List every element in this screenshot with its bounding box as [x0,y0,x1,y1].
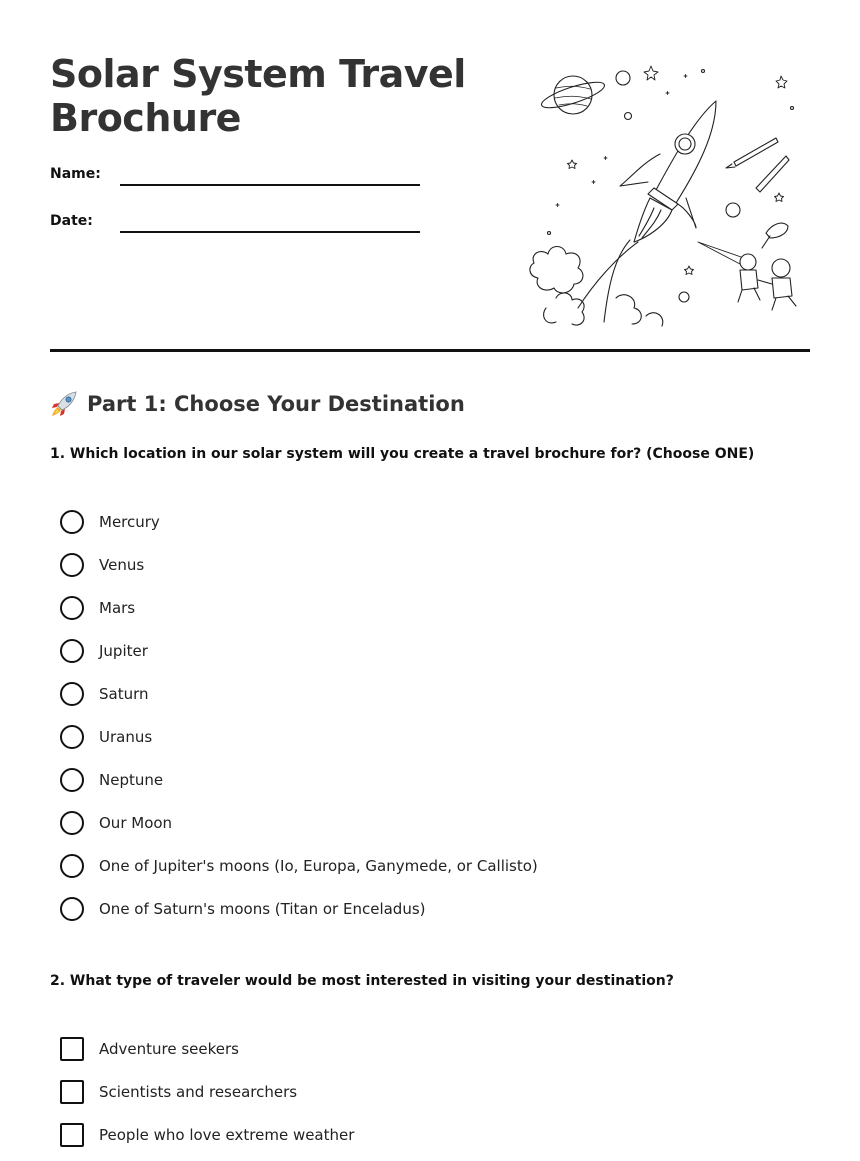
option-label: Uranus [99,727,153,746]
rocket-icon [50,390,78,418]
radio-button[interactable] [60,854,84,878]
radio-button[interactable] [60,510,84,534]
date-field[interactable] [50,213,420,243]
space-illustration [526,58,806,333]
option-label: One of Saturn's moons (Titan or Enceladus) [99,899,426,918]
header-divider [50,349,810,352]
date-label: Date: [50,213,93,229]
radio-button[interactable] [60,897,84,921]
checkbox[interactable] [60,1037,84,1061]
radio-button[interactable] [60,596,84,620]
radio-button[interactable] [60,639,84,663]
traveler-option[interactable] [60,1113,354,1156]
ringed-planet-icon [539,76,607,114]
destination-option[interactable] [60,844,538,887]
name-field[interactable] [50,166,420,196]
section-title [50,390,465,418]
destination-option[interactable] [60,801,538,844]
page-title: Solar System Travel Brochure [50,52,466,140]
destination-option[interactable] [60,758,538,801]
name-input-line[interactable] [120,184,420,186]
option-label: Adventure seekers [99,1039,239,1058]
rocket-ship-icon [578,101,716,322]
option-label: People who love extreme weather [99,1125,355,1144]
checkbox[interactable] [60,1080,84,1104]
traveler-option[interactable] [60,1070,354,1113]
destination-option[interactable] [60,672,538,715]
option-label: Venus [99,555,145,574]
destination-option[interactable] [60,629,538,672]
checkbox[interactable] [60,1123,84,1147]
section-title-text: Part 1: Choose Your Destination [87,392,465,416]
name-label: Name: [50,166,101,182]
destination-option[interactable] [60,500,538,543]
date-input-line[interactable] [120,231,420,233]
option-label: Mars [99,598,136,617]
question-2: 2. What type of traveler would be most interested in visiting your destination? [50,973,674,989]
radio-button[interactable] [60,725,84,749]
destination-options [60,500,538,930]
option-label: Our Moon [99,813,173,832]
option-label: One of Jupiter's moons (Io, Europa, Ganymede, or Callisto) [99,856,538,875]
astronaut-icon [698,242,796,310]
option-label: Saturn [99,684,149,703]
traveler-option[interactable] [60,1027,354,1070]
radio-button[interactable] [60,682,84,706]
question-1: 1. Which location in our solar system will you create a travel brochure for? (Choose ONE) [50,446,755,462]
destination-option[interactable] [60,715,538,758]
radio-button[interactable] [60,811,84,835]
destination-option[interactable] [60,586,538,629]
option-label: Neptune [99,770,164,789]
traveler-options [60,1027,354,1156]
option-label: Mercury [99,512,160,531]
option-label: Jupiter [99,641,148,660]
destination-option[interactable] [60,543,538,586]
destination-option[interactable] [60,887,538,930]
radio-button[interactable] [60,553,84,577]
radio-button[interactable] [60,768,84,792]
option-label: Scientists and researchers [99,1082,298,1101]
